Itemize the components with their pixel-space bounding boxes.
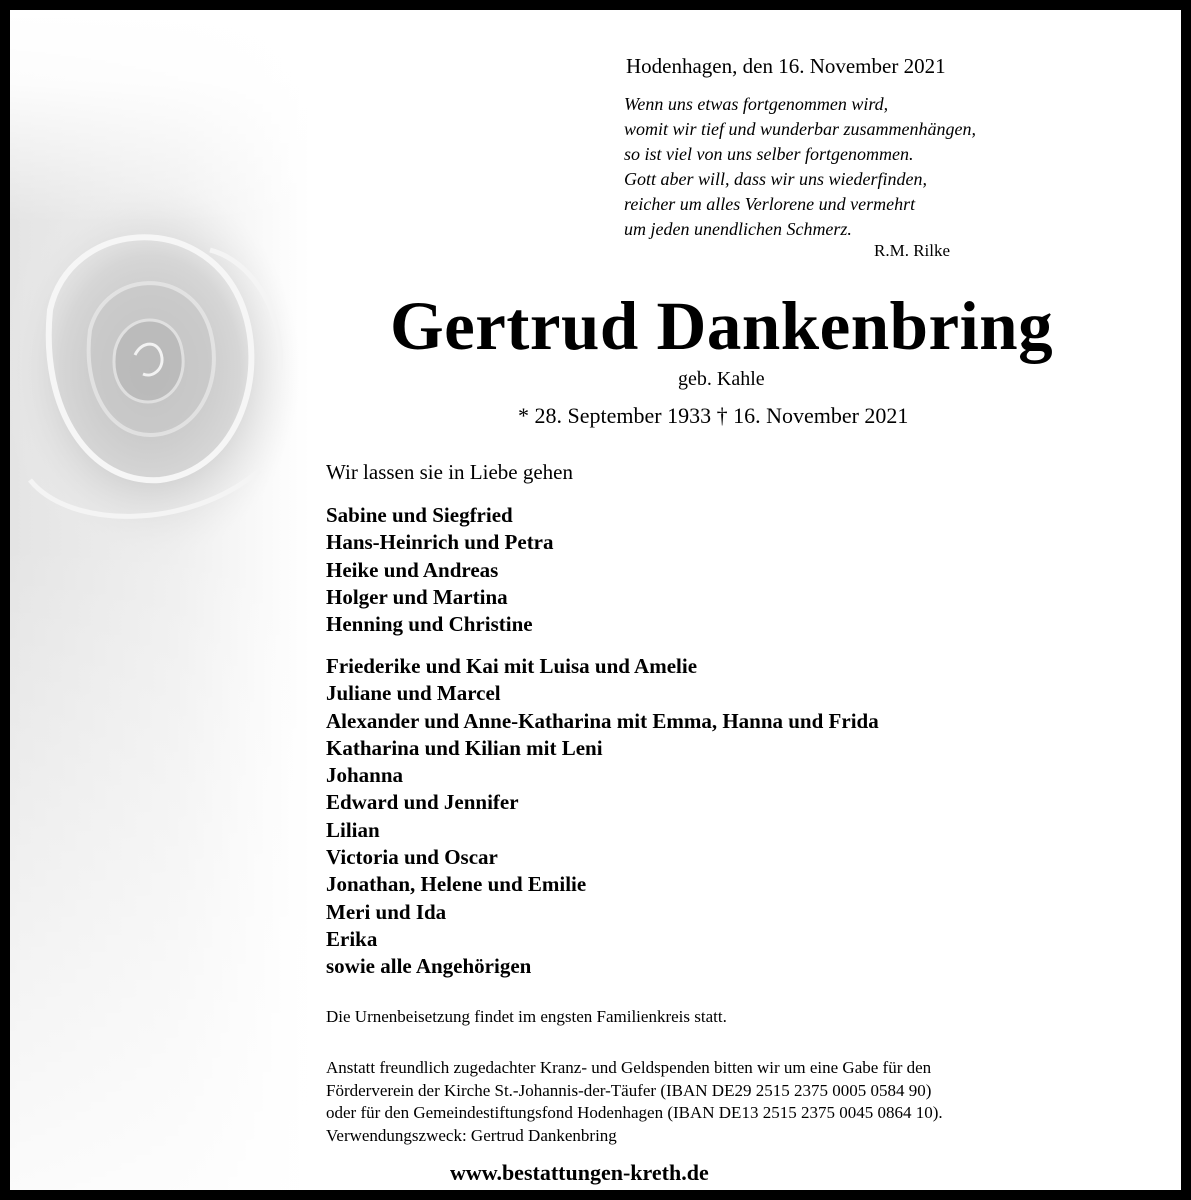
poem — [624, 92, 976, 242]
mourners-intro: Wir lassen sie in Liebe gehen — [326, 460, 573, 484]
website-link[interactable]: www.bestattungen-kreth.de — [436, 1162, 723, 1190]
life-dates: * 28. September 1933 † 16. November 2021 — [518, 403, 909, 428]
poem-line: Gott aber will, dass wir uns wiederfinden, — [624, 169, 928, 189]
poem-author: R.M. Rilke — [874, 241, 951, 260]
donation-line: Förderverein der Kirche St.-Johannis-der-Täufer (IBAN DE29 2515 2375 0005 0584 90) — [326, 1080, 932, 1100]
grandchildren-list — [326, 653, 879, 981]
list-item: Alexander und Anne-Katharina mit Emma, Hanna und Frida — [326, 708, 879, 733]
poem-line: so ist viel von uns selber fortgenommen. — [624, 144, 914, 164]
donation-line: Verwendungszweck: Gertrud Dankenbring — [326, 1125, 617, 1145]
list-item: Sabine und Siegfried — [326, 503, 513, 527]
list-item: Hans-Heinrich und Petra — [326, 530, 554, 555]
birth-name: geb. Kahle — [678, 368, 765, 390]
list-item: Meri und Ida — [326, 899, 447, 924]
list-item: Erika — [326, 926, 378, 951]
poem-line: womit wir tief und wunderbar zusammenhängen, — [624, 119, 977, 139]
poem-line: um jeden unendlichen Schmerz. — [624, 219, 852, 239]
urn-notice: Die Urnenbeisetzung findet im engsten Familienkreis statt. — [326, 1007, 727, 1026]
donation-notice — [326, 1057, 943, 1147]
list-item: Victoria und Oscar — [326, 845, 498, 870]
list-item: Katharina und Kilian mit Leni — [326, 735, 603, 760]
obituary-card — [10, 10, 1181, 1190]
list-item: Jonathan, Helene und Emilie — [326, 872, 587, 897]
list-item: Johanna — [326, 763, 404, 788]
donation-line: Anstatt freundlich zugedachter Kranz- und Geldspenden bitten wir um eine Gabe für den — [326, 1058, 932, 1077]
poem-line: reicher um alles Verlorene und vermehrt — [624, 194, 916, 214]
list-item: Friederike und Kai mit Luisa und Amelie — [326, 654, 698, 678]
list-item: Heike und Andreas — [326, 557, 499, 582]
dateline: Hodenhagen, den 16. November 2021 — [626, 54, 946, 78]
deceased-name: Gertrud Dankenbring — [390, 288, 1054, 364]
list-item: Edward und Jennifer — [326, 790, 519, 815]
list-item: sowie alle Angehörigen — [326, 954, 532, 979]
list-item: Holger und Martina — [326, 584, 508, 609]
list-item: Lilian — [326, 817, 380, 842]
list-item: Juliane und Marcel — [326, 681, 501, 706]
children-list — [326, 502, 554, 638]
poem-line: Wenn uns etwas fortgenommen wird, — [624, 94, 889, 114]
rose-image — [10, 10, 310, 1190]
list-item: Henning und Christine — [326, 612, 533, 637]
donation-line: oder für den Gemeindestiftungsfond Hodenhagen (IBAN DE13 2515 2375 0045 0864 10). — [326, 1103, 943, 1122]
